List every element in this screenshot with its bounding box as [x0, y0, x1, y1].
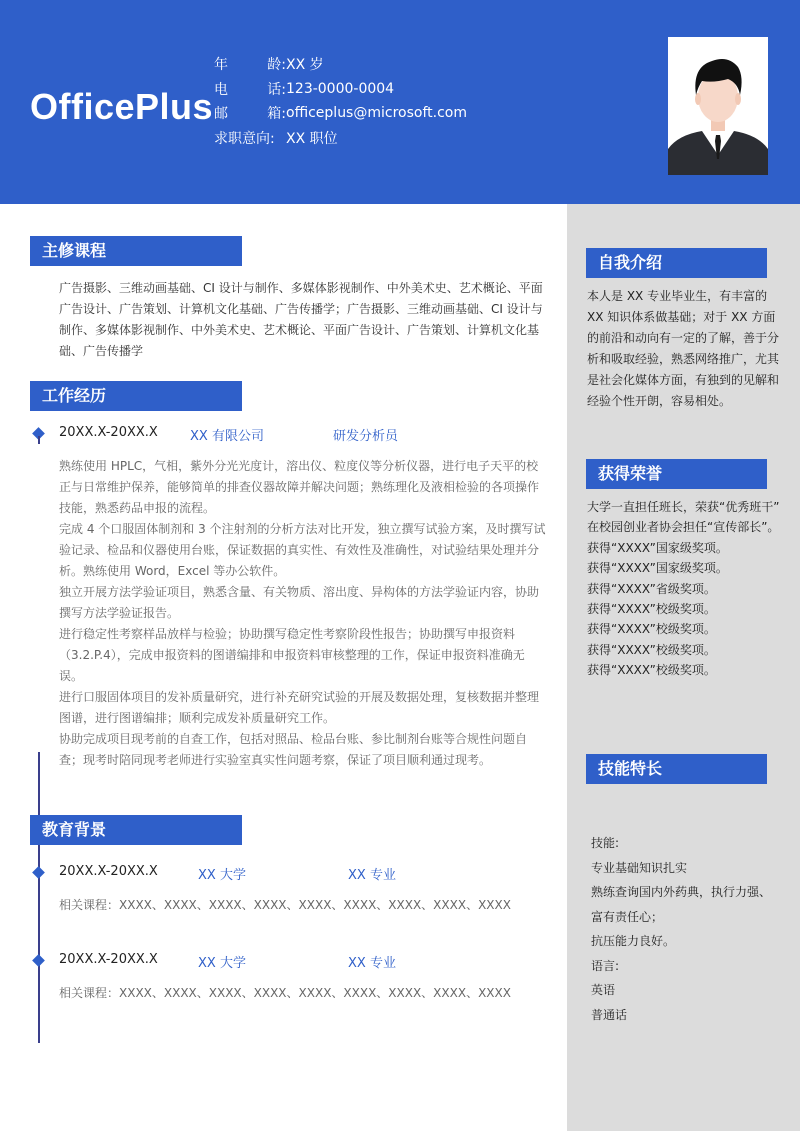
skill-item: 富有责任心； — [591, 909, 664, 924]
skill-item: 熟练查询国内外药典，执行力强、 — [591, 885, 772, 899]
work-paragraph: 协助完成项目现考前的自查工作，包括对照品、检品台账、参比制剂台账等合规性问题自查；现考时陪同现考老师进行实验室真实性问题考察，保证了项目顺利通过现考。 — [59, 732, 528, 767]
honors-list — [587, 497, 787, 681]
info-row-phone — [214, 77, 467, 102]
work-paragraph: 完成 4 个口服固体制剂和 3 个注射剂的分析方法对比开发，独立撰写试验方案，及时撰写试验记录、检品和仪器使用台账，保证数据的真实性、有效性及准确性，对试验结果处理并分析。熟练使用 Word，Excel 等办公软件。 — [59, 522, 546, 578]
honor-item: 在校园创业者协会担任“宣传部长”。 — [587, 520, 780, 535]
work-company: XX 有限公司 — [190, 429, 264, 444]
work-description — [59, 456, 547, 771]
avatar-icon — [668, 37, 768, 175]
honor-item: 获得“XXXX”校级奖项。 — [587, 663, 716, 678]
section-title-work: 工作经历 — [30, 381, 242, 411]
honor-item: 获得“XXXX”国家级奖项。 — [587, 561, 728, 576]
section-title-honors: 获得荣誉 — [586, 459, 767, 489]
email-value: officeplus@microsoft.com — [286, 105, 467, 122]
edu-courses: 相关课程：XXXX、XXXX、XXXX、XXXX、XXXX、XXXX、XXXX、XXXX、XXXX — [59, 986, 511, 1000]
work-position: 研发分析员 — [333, 429, 399, 444]
skill-item: 语言: — [591, 958, 620, 973]
honor-item: 获得“XXXX”校级奖项。 — [587, 602, 716, 617]
about-text: 本人是 XX 专业毕业生，有丰富的 XX 知识体系做基础；对于 XX 方面的前沿和动向有一定的了解，善于分析和吸取经验，熟悉网络推广，尤其是社会化媒体方面，有独到的见解和经验个性开朗，容易相处。 — [587, 289, 780, 408]
edu-major: XX 专业 — [348, 956, 396, 971]
work-period: 20XX.X-20XX.X — [59, 425, 158, 440]
timeline-line — [38, 436, 40, 444]
info-label: 电 话: — [214, 81, 286, 98]
info-label: 求职意向: — [214, 130, 275, 147]
info-label: 邮 箱: — [214, 106, 286, 123]
section-title-courses: 主修课程 — [30, 236, 242, 266]
skill-item: 专业基础知识扎实 — [591, 860, 688, 875]
honor-item: 大学一直担任班长，荣获“优秀班干” — [587, 500, 780, 514]
skills-list — [591, 831, 791, 1027]
edu-major: XX 专业 — [348, 868, 396, 883]
edu-period: 20XX.X-20XX.X — [59, 952, 158, 967]
skill-item: 技能: — [591, 836, 620, 850]
honor-item: 获得“XXXX”校级奖项。 — [587, 642, 716, 657]
brand-name: OfficePlus — [30, 86, 214, 127]
phone-value: 123-0000-0004 — [286, 80, 395, 97]
skill-item: 抗压能力良好。 — [591, 934, 676, 948]
honor-item: 获得“XXXX”省级奖项。 — [587, 581, 716, 596]
section-title-about: 自我介绍 — [586, 248, 767, 278]
section-title-education: 教育背景 — [30, 815, 242, 845]
skill-item: 普通话 — [591, 1007, 628, 1022]
edu-school: XX 大学 — [198, 868, 246, 883]
work-paragraph: 熟练使用 HPLC，气相，紫外分光光度计，溶出仪、粒度仪等分析仪器，进行电子天平的校正与日常维护保养，能够简单的排查仪器故障并解决问题；熟练理化及液相检验的各项操作技能，熟悉药品申报的流程。 — [59, 459, 540, 515]
objective-value: XX 职位 — [286, 130, 338, 147]
honor-item: 获得“XXXX”校级奖项。 — [587, 622, 716, 637]
timeline-marker — [32, 954, 45, 967]
info-row-email — [214, 101, 467, 126]
timeline-marker — [32, 866, 45, 879]
header-banner — [0, 0, 800, 204]
edu-courses: 相关课程：XXXX、XXXX、XXXX、XXXX、XXXX、XXXX、XXXX、XXXX、XXXX — [59, 898, 511, 912]
info-label: 年 龄: — [214, 57, 286, 74]
skill-item: 英语 — [591, 983, 616, 997]
work-paragraph: 进行稳定性考察样品放样与检验；协助撰写稳定性考察阶段性报告；协助撰写申报资料（3.2.P.4），完成申报资料的图谱编排和申报资料审核整理的工作，保证申报资料准确无误。 — [59, 627, 525, 683]
timeline-line — [38, 752, 40, 816]
info-row-objective — [214, 126, 467, 151]
profile-photo — [668, 37, 768, 175]
age-value: XX 岁 — [286, 57, 324, 74]
work-paragraph: 独立开展方法学验证项目，熟悉含量、有关物质、溶出度、异构体的方法学验证内容，协助撰写方法学验证报告。 — [59, 585, 540, 620]
work-paragraph: 进行口服固体项目的发补质量研究，进行补充研究试验的开展及数据处理，复核数据并整理图谱，进行图谱编排；顺利完成发补质量研究工作。 — [59, 690, 540, 725]
section-title-skills: 技能特长 — [586, 754, 767, 784]
courses-text: 广告摄影、三维动画基础、CI 设计与制作、多媒体影视制作、中外美术史、艺术概论、平面广告设计、广告策划、计算机文化基础、广告传播学；广告摄影、三维动画基础、CI 设计与制作、多媒体影视制作、中外美术史、艺术概论、平面广告设计、广告策划、计算机文化基础、广告传播学 — [59, 281, 543, 358]
info-row-age — [214, 52, 467, 77]
personal-info — [214, 52, 467, 150]
edu-school: XX 大学 — [198, 956, 246, 971]
edu-period: 20XX.X-20XX.X — [59, 864, 158, 879]
honor-item: 获得“XXXX”国家级奖项。 — [587, 540, 728, 555]
